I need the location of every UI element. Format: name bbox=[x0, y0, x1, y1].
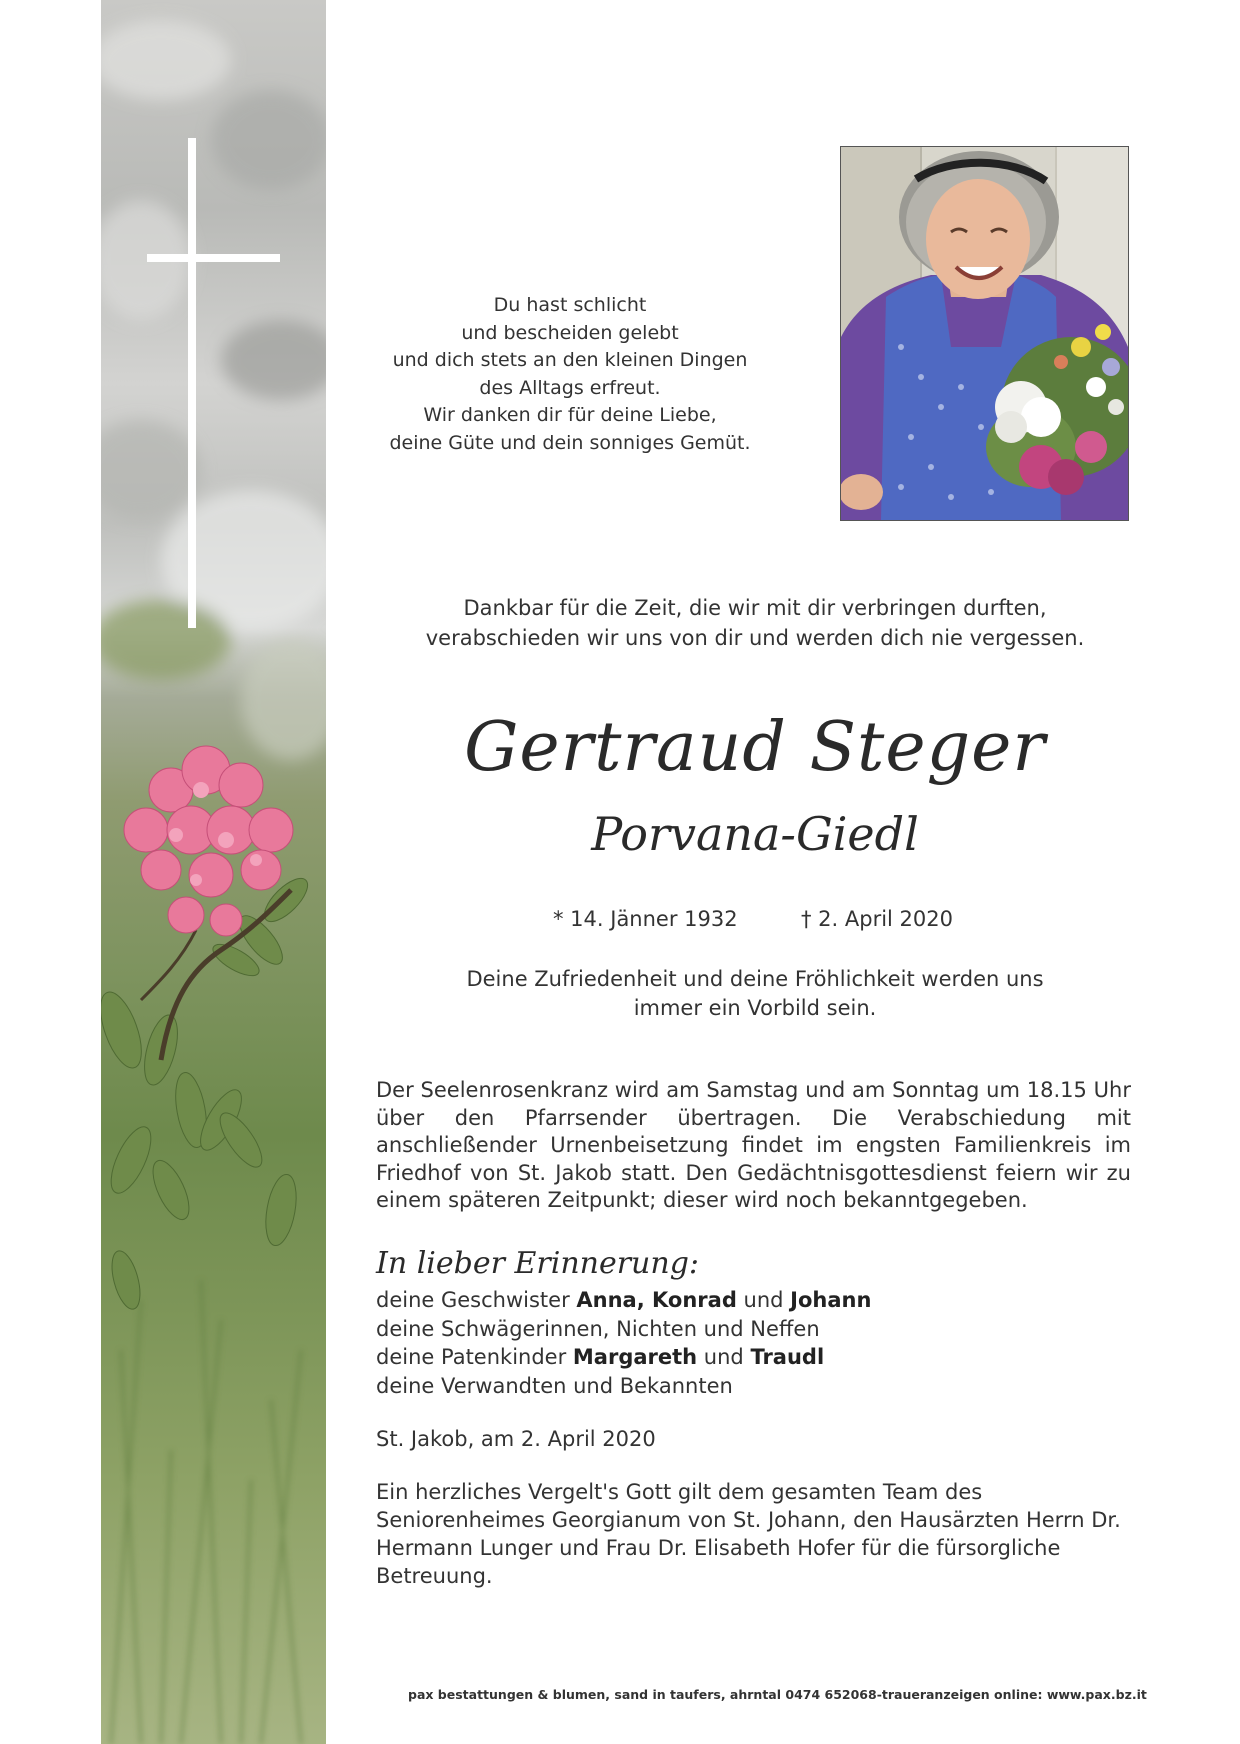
mourner-names: Johann bbox=[790, 1288, 872, 1312]
house-name: Porvana-Giedl bbox=[591, 807, 919, 861]
mourners-row bbox=[376, 1286, 1131, 1315]
mourners-list bbox=[376, 1286, 1131, 1400]
place-date: St. Jakob, am 2. April 2020 bbox=[376, 1427, 656, 1451]
quote-line: des Alltags erfreut. bbox=[479, 376, 661, 399]
funeral-announcement: Der Seelenrosenkranz wird am Samstag und am Sonntag um 18.15 Uhr über den Pfarrsender übertragen. Die Verabschiedung mit anschließender Urnenbeisetzung findet im engsten Familienkreis im Friedhof von St. Jakob statt. Den Gedächtnisgottesdienst feiern wir zu einem späteren Zeitpunkt; dieser wird noch bekanntgegeben. bbox=[376, 1078, 1131, 1213]
death-date: † 2. April 2020 bbox=[801, 907, 954, 931]
motto-line: Deine Zufriedenheit und deine Fröhlichkeit werden uns bbox=[466, 967, 1044, 991]
gratitude-line: Dankbar für die Zeit, die wir mit dir verbringen durften, bbox=[463, 596, 1047, 620]
quote-line: und bescheiden gelebt bbox=[461, 321, 679, 344]
gratitude-text bbox=[380, 593, 1130, 653]
gratitude-line: verabschieden wir uns von dir und werden dich nie vergessen. bbox=[425, 626, 1085, 650]
motto-text bbox=[380, 965, 1130, 1023]
mourners-row: deine Verwandten und Bekannten bbox=[376, 1373, 733, 1398]
footer-imprint: pax bestattungen & blumen, sand in taufers, ahrntal 0474 652068-traueranzeigen online: www.pax.bz.it bbox=[408, 1687, 1147, 1702]
alpine-rose-photo bbox=[101, 0, 326, 1744]
alpine-rose-illustration bbox=[101, 0, 326, 1744]
mourner-names: Margareth bbox=[572, 1345, 698, 1369]
mourner-names: Anna, Konrad bbox=[576, 1288, 737, 1312]
mourners-row: deine Schwägerinnen, Nichten und Neffen bbox=[376, 1316, 820, 1341]
quote-line: Du hast schlicht bbox=[493, 294, 647, 316]
quote-line: und dich stets an den kleinen Dingen bbox=[392, 349, 748, 371]
mourners-text: und bbox=[697, 1345, 751, 1369]
quote-line: Wir danken dir für deine Liebe, bbox=[423, 404, 717, 426]
thanks-text: Ein herzliches Vergelt's Gott gilt dem gesamten Team des Seniorenheimes Georgianum von St. Johann, den Hausärzten Herrn Dr. Hermann Lunger und Frau Dr. Elisabeth Hofer für die fürsorgliche Betreuung. bbox=[376, 1480, 1121, 1588]
memory-heading: In lieber Erinnerung: bbox=[376, 1246, 700, 1281]
mourners-text: deine Geschwister bbox=[376, 1288, 577, 1312]
birth-date: * 14. Jänner 1932 bbox=[553, 907, 738, 931]
mourner-names: Traudl bbox=[750, 1345, 825, 1369]
portrait-photo bbox=[840, 146, 1129, 521]
mourners-text: deine Patenkinder bbox=[376, 1345, 573, 1369]
memorial-quote bbox=[380, 292, 760, 457]
deceased-name: Gertraud Steger bbox=[464, 708, 1046, 787]
mourners-row bbox=[376, 1343, 1131, 1372]
motto-line: immer ein Vorbild sein. bbox=[633, 996, 877, 1020]
mourners-text: und bbox=[736, 1288, 791, 1312]
quote-line: deine Güte und dein sonniges Gemüt. bbox=[389, 431, 751, 454]
portrait-illustration bbox=[841, 147, 1128, 520]
